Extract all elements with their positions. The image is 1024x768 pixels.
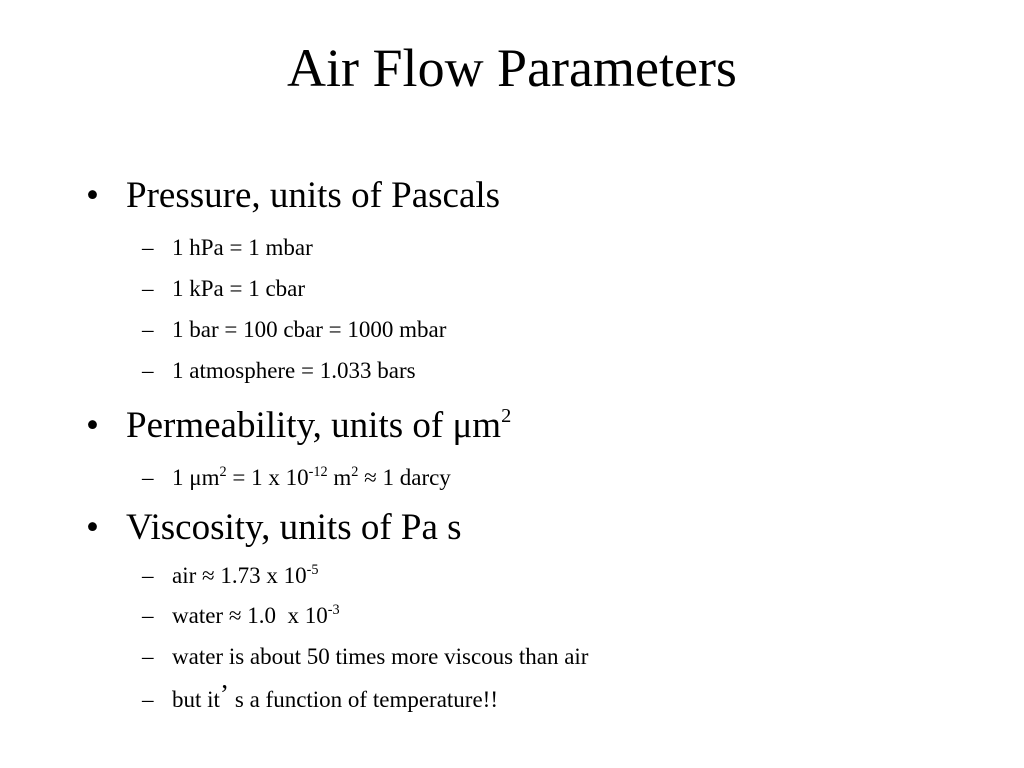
sub-item-water: [142, 602, 340, 630]
dash-marker: –: [142, 317, 154, 342]
sub-item-text: but it: [172, 687, 220, 712]
superscript: 2: [501, 404, 512, 427]
sub-item-text: 1 kPa = 1 cbar: [172, 276, 306, 301]
slide-title: Air Flow Parameters: [287, 38, 737, 98]
sub-item-text: s a function of temperature!!: [229, 687, 498, 712]
superscript: -12: [308, 464, 328, 481]
sub-item-text: air ≈ 1.73 x 10: [172, 563, 307, 588]
superscript: -3: [327, 602, 340, 619]
dash-marker: –: [142, 358, 154, 383]
dash-marker: –: [142, 235, 154, 260]
bullet-pressure-text: Pressure, units of Pascals: [126, 175, 501, 216]
superscript: -5: [306, 562, 319, 579]
sub-item-air: [142, 562, 319, 590]
sub-item-text: 1 atmosphere = 1.033 bars: [172, 358, 416, 383]
sub-item-text: m: [327, 465, 352, 490]
sub-item-text: water ≈ 1.0 x 10: [172, 603, 328, 628]
sub-item-darcy: [142, 464, 451, 492]
sub-item-atmosphere: [142, 357, 416, 385]
sub-item-text: = 1 x 10: [226, 465, 309, 490]
sub-item-bar: [142, 316, 446, 344]
sub-item-comparison: [142, 643, 588, 671]
sub-item-kpa: [142, 275, 305, 303]
bullet-permeability: [86, 404, 511, 448]
bullet-marker: •: [86, 175, 99, 216]
sub-item-hpa: [142, 234, 313, 262]
dash-marker: –: [142, 563, 154, 588]
bullet-pressure: [86, 174, 500, 218]
sub-item-text: ≈ 1 darcy: [358, 465, 451, 490]
apostrophe: ’: [219, 678, 230, 709]
sub-item-text: 1 μm: [172, 465, 220, 490]
sub-item-text: 1 hPa = 1 mbar: [172, 235, 313, 260]
dash-marker: –: [142, 687, 154, 712]
superscript: 2: [351, 464, 359, 481]
dash-marker: –: [142, 276, 154, 301]
bullet-marker: •: [86, 507, 99, 548]
bullet-viscosity: [86, 506, 462, 550]
superscript: 2: [219, 464, 227, 481]
sub-item-temperature: [142, 678, 498, 714]
dash-marker: –: [142, 644, 154, 669]
bullet-permeability-text: Permeability, units of μm: [126, 405, 502, 446]
bullet-viscosity-text: Viscosity, units of Pa s: [126, 507, 462, 548]
sub-item-text: water is about 50 times more viscous than air: [172, 644, 589, 669]
dash-marker: –: [142, 603, 154, 628]
bullet-marker: •: [86, 405, 99, 446]
sub-item-text: 1 bar = 100 cbar = 1000 mbar: [172, 317, 447, 342]
dash-marker: –: [142, 465, 154, 490]
